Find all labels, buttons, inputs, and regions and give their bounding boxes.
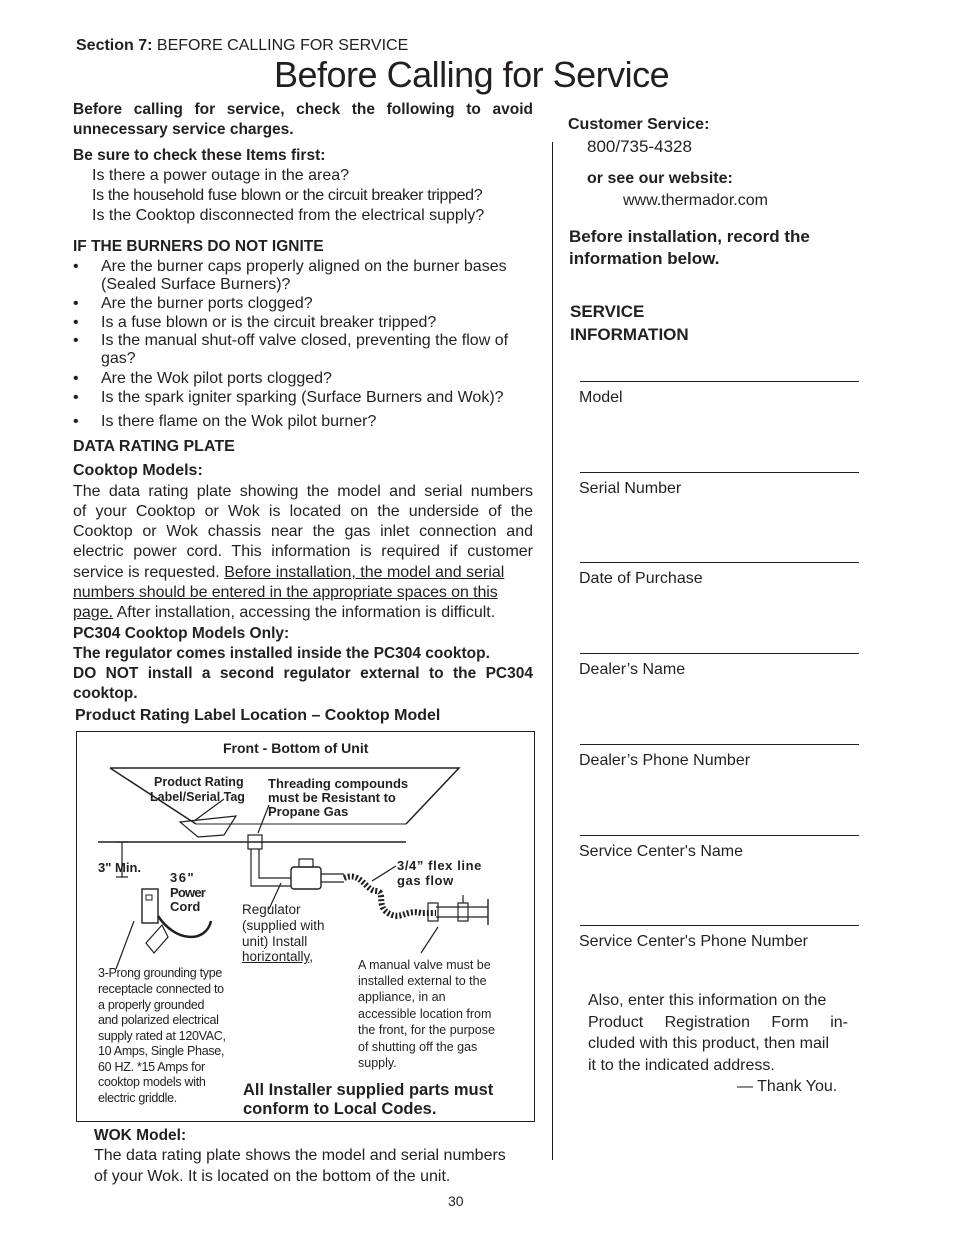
flex-line-label: gas flow	[397, 873, 454, 888]
ignite-item-text: Is a fuse blown or is the circuit breaker tripped?	[101, 314, 437, 331]
regulator-label: unit) Install	[242, 934, 308, 949]
valve-note: A manual valve must be	[358, 958, 491, 972]
pc304-line: The regulator comes installed inside the PC304 cooktop.	[73, 645, 490, 662]
regulator-body	[291, 867, 321, 889]
bullet: •	[73, 258, 79, 275]
power-cord-label: Cord	[170, 899, 201, 914]
ignite-item-text: Are the burner ports clogged?	[101, 295, 313, 312]
ignite-item-text: Are the Wok pilot ports clogged?	[101, 370, 332, 387]
bullet: •	[73, 295, 79, 312]
cooktop-text-line: electric power cord. This information is required if customer	[73, 543, 533, 560]
cooktop-text-line: The data rating plate showing the model and serial numbers	[73, 483, 533, 500]
regulator-label: (supplied with	[242, 918, 325, 933]
power-cord-label: Power	[170, 885, 206, 900]
electrical-outlet	[142, 889, 158, 923]
service-info-heading: SERVICE	[570, 302, 645, 321]
ignite-item-text: Is the manual shut-off valve closed, preventing the flow of	[101, 332, 509, 349]
ignite-item-text: (Sealed Surface Burners)?	[101, 276, 291, 293]
rating-heading: DATA RATING PLATE	[73, 438, 235, 455]
registration-note: Product Registration Form in-	[588, 1014, 848, 1031]
ignite-item-text: Are the burner caps properly aligned on the burner bases	[101, 258, 507, 275]
intro-line-2: unnecessary service charges.	[73, 121, 294, 138]
rating-tag-label: Label/Serial Tag	[150, 790, 245, 804]
ignite-item-text: gas?	[101, 350, 136, 367]
receptacle-note: a properly grounded	[98, 998, 205, 1012]
cooktop-text-underlined: numbers should be entered in the appropriate spaces on this	[73, 584, 498, 601]
receptacle-note: 3-Prong grounding type	[98, 966, 223, 980]
receptacle-note: supply rated at 120VAC,	[98, 1029, 226, 1043]
cooktop-text-line	[73, 604, 495, 622]
section-name: BEFORE CALLING FOR SERVICE	[156, 37, 409, 54]
installer-note: All Installer supplied parts must	[243, 1081, 494, 1099]
bullet: •	[73, 314, 79, 331]
check-item: Is the Cooktop disconnected from the electrical supply?	[92, 207, 485, 224]
cooktop-text-line: of your Cooktop or Wok is located on the underside of the	[73, 503, 533, 520]
registration-note: Also, enter this information on the	[588, 992, 827, 1009]
check-item: Is the household fuse blown or the circuit breaker tripped?	[92, 187, 483, 204]
bullet: •	[73, 389, 79, 406]
section-header	[76, 37, 408, 55]
service-info-heading: INFORMATION	[570, 325, 689, 344]
section-label: Section 7:	[76, 37, 153, 54]
valve-note: appliance, in an	[358, 990, 446, 1004]
valve-note: installed external to the	[358, 974, 487, 988]
field-label-dealer-phone: Dealer’s Phone Number	[579, 752, 751, 769]
record-note: Before installation, record the	[569, 227, 810, 246]
record-note: information below.	[569, 249, 720, 268]
pc304-line: cooktop.	[73, 685, 138, 702]
power-cord-label: 36"	[170, 870, 196, 885]
threading-label: Threading compounds	[268, 776, 409, 791]
ignite-heading: IF THE BURNERS DO NOT IGNITE	[73, 238, 324, 255]
pc304-heading: PC304 Cooktop Models Only:	[73, 625, 290, 642]
cooktop-text-plain: After installation, accessing the information is difficult.	[116, 604, 496, 621]
pc304-line: DO NOT install a second regulator external to the PC304	[73, 665, 533, 682]
service-center-phone-field-line[interactable]	[580, 925, 859, 926]
power-plug	[146, 925, 168, 953]
flex-line-label: 3/4” flex line	[397, 858, 482, 873]
page-title: Before Calling for Service	[274, 54, 670, 95]
supply-pipe	[436, 907, 488, 917]
ignite-item-text: Is there flame on the Wok pilot burner?	[101, 413, 377, 430]
intro-line-1: Before calling for service, check the following to avoid	[73, 101, 533, 118]
valve-note: supply.	[358, 1056, 397, 1070]
rating-tag-label: Product Rating	[154, 775, 244, 789]
customer-service-phone: 800/735-4328	[587, 137, 692, 156]
receptacle-note: and polarized electrical	[98, 1013, 219, 1027]
cooktop-text-line	[73, 564, 504, 582]
regulator-label-comma: ,	[309, 949, 314, 964]
page-number: 30	[448, 1193, 464, 1209]
cooktop-text-underlined: page.	[73, 604, 114, 621]
field-label-service-center-phone: Service Center's Phone Number	[579, 933, 808, 950]
bullet: •	[73, 332, 79, 349]
model-field-line[interactable]	[580, 381, 859, 382]
regulator-label: Regulator	[242, 902, 301, 917]
threading-label: Propane Gas	[268, 804, 349, 819]
receptacle-note: electric griddle.	[98, 1091, 177, 1105]
wok-heading: WOK Model:	[94, 1127, 187, 1144]
column-divider	[552, 142, 553, 1160]
field-label-serial-number: Serial Number	[579, 480, 682, 497]
valve-note: the front, for the purpose	[358, 1023, 495, 1037]
manual-valve	[458, 903, 468, 921]
field-label-model: Model	[579, 389, 623, 406]
website-url: www.thermador.com	[623, 192, 768, 209]
dealer-name-field-line[interactable]	[580, 653, 859, 654]
receptacle-note: 60 HZ. *15 Amps for	[98, 1060, 205, 1074]
min-clearance-label: 3" Min.	[98, 860, 141, 875]
regulator-label-underlined: horizontally	[242, 949, 310, 964]
label-location-heading: Product Rating Label Location – Cooktop Model	[75, 707, 441, 724]
bullet: •	[73, 370, 79, 387]
field-label-service-center-name: Service Center's Name	[579, 843, 743, 860]
field-label-dealer-name: Dealer’s Name	[579, 661, 686, 678]
date-of-purchase-field-line[interactable]	[580, 562, 859, 563]
customer-service-label: Customer Service:	[568, 116, 710, 133]
dealer-phone-field-line[interactable]	[580, 744, 859, 745]
receptacle-note: 10 Amps, Single Phase,	[98, 1044, 225, 1058]
ignite-item-text: Is the spark igniter sparking (Surface Burners and Wok)?	[101, 389, 504, 406]
wok-text-line: The data rating plate shows the model and serial numbers	[94, 1147, 506, 1164]
receptacle-note: receptacle connected to	[98, 982, 224, 996]
check-item: Is there a power outage in the area?	[92, 167, 350, 184]
valve-note: accessible location from	[358, 1007, 492, 1021]
cooktop-text-plain: service is requested.	[73, 564, 220, 581]
cooktop-text-line: Cooktop or Wok chassis near the gas inlet connection and	[73, 523, 533, 540]
check-heading: Be sure to check these Items first:	[73, 147, 326, 164]
registration-note: cluded with this product, then mail	[588, 1035, 830, 1052]
receptacle-note: cooktop models with	[98, 1075, 206, 1089]
registration-note: it to the indicated address.	[588, 1057, 775, 1074]
service-center-name-field-line[interactable]	[580, 835, 859, 836]
front-bottom-label: Front - Bottom of Unit	[223, 740, 369, 756]
wok-text-line: of your Wok. It is located on the bottom of the unit.	[94, 1168, 451, 1185]
thank-you: — Thank You.	[737, 1078, 838, 1095]
cooktop-text-underlined: Before installation, the model and serial	[224, 564, 505, 581]
serial-number-field-line[interactable]	[580, 472, 859, 473]
regulator-label	[242, 949, 313, 965]
threading-label: must be Resistant to	[268, 790, 396, 805]
website-label: or see our website:	[587, 170, 733, 187]
installer-note: conform to Local Codes.	[243, 1100, 437, 1118]
bullet: •	[73, 413, 79, 430]
valve-note: of shutting off the gas	[358, 1040, 478, 1054]
field-label-date-of-purchase: Date of Purchase	[579, 570, 703, 587]
inlet-pipe	[251, 849, 291, 886]
cooktop-heading: Cooktop Models:	[73, 462, 203, 479]
